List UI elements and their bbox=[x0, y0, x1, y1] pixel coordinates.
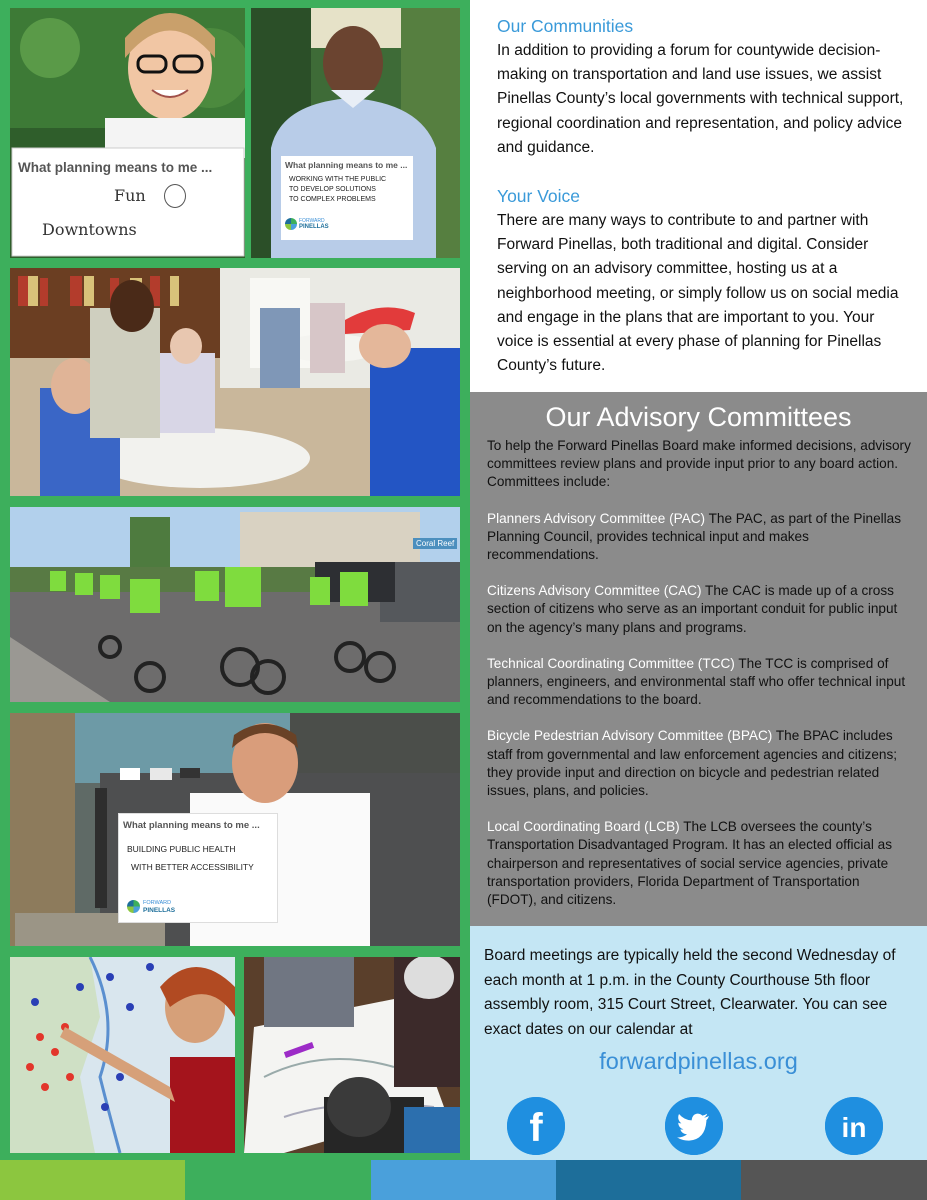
voice-body: There are many ways to contribute to and partner with Forward Pinellas, both traditional and digital. Consider serving on an advisory committee, hosting us at a neighborhood meeting, or simply follow us on social media and engage in the plans that are important to you. Your voice is essential at every phase of planning for Pinellas County’s future. bbox=[497, 212, 899, 375]
advisory-intro: To help the Forward Pinellas Board make informed decisions, advisory committees review plans and provide input prior to any board action. Committees include: bbox=[487, 438, 911, 490]
communities-body: In addition to providing a forum for countywide decision-making on transportation and land use issues, we assist Pinellas County’s local governments with technical support, regional coordination and representation, and policy advice and guidance. bbox=[497, 42, 904, 156]
sidewalk-sign bbox=[118, 813, 278, 923]
advisory-heading: Our Advisory Committees bbox=[545, 402, 852, 432]
man-sign-line1: WORKING WITH THE PUBLIC bbox=[289, 176, 387, 183]
board-meetings-text: Board meetings are typically held the second Wednesday of each month at 1 p.m. in the County Courthouse 5th floor assembly room, 315 Court Street, Clearwater. You can see exact dates on our calendar at bbox=[484, 947, 896, 1038]
board-meetings-panel bbox=[470, 926, 927, 1160]
girl-sign bbox=[12, 148, 244, 256]
committee-pac bbox=[487, 510, 912, 565]
man-sign bbox=[281, 156, 413, 240]
committee-bpac bbox=[487, 727, 912, 800]
sidewalk-sign-logo-line2: PINELLAS bbox=[143, 907, 176, 914]
facebook-glyph: f bbox=[529, 1106, 543, 1150]
girl-sign-line1: Fun bbox=[114, 186, 146, 205]
communities-section bbox=[497, 16, 912, 160]
pinwheel-logo-icon bbox=[127, 900, 140, 913]
girl-sign-heading: What planning means to me ... bbox=[18, 160, 213, 175]
twitter-icon bbox=[665, 1097, 723, 1155]
man-sign-line3: TO COMPLEX PROBLEMS bbox=[289, 196, 376, 203]
linkedin-glyph: in bbox=[841, 1112, 867, 1143]
bike-photo-store-sign: Coral Reef bbox=[413, 538, 457, 549]
voice-heading: Your Voice bbox=[497, 186, 581, 206]
photo-community-meeting bbox=[10, 268, 460, 496]
committee-cac-name: Citizens Advisory Committee (CAC) bbox=[487, 583, 702, 599]
committee-bpac-desc: The BPAC includes staff from governmental and law enforcement agencies and citizens; they provide input and direction on bicycle and pedestrian related issues, plans, and policies. bbox=[487, 728, 898, 799]
voice-section bbox=[497, 186, 912, 378]
man-sign-line2: TO DEVELOP SOLUTIONS bbox=[289, 186, 376, 193]
advisory-committees-panel bbox=[470, 392, 927, 926]
photo-group-bike-ride bbox=[10, 507, 460, 702]
committee-lcb-desc: The LCB oversees the county’s Transportation Disadvantaged Program. It has an elected official as chairperson and representatives of social service agencies, private transportation providers, Florida Department of Transportation (FDOT), and citizens. bbox=[487, 819, 893, 908]
photo-girl-with-sign bbox=[10, 8, 245, 258]
color-bar-segment-1 bbox=[0, 1160, 185, 1200]
sidewalk-sign-line1: BUILDING PUBLIC HEALTH bbox=[127, 844, 236, 854]
color-bar-segment-4 bbox=[556, 1160, 741, 1200]
linkedin-button[interactable] bbox=[825, 1097, 883, 1155]
man-sign-heading: What planning means to me ... bbox=[285, 160, 408, 170]
committee-cac-desc: The CAC is made up of a cross section of citizens who serve as an important conduit for public input on the agency’s many plans and programs. bbox=[487, 583, 898, 635]
committee-cac bbox=[487, 582, 912, 637]
committee-tcc-desc: The TCC is comprised of planners, engineers, and environmental staff who offer technical input and recommendations to the board. bbox=[487, 655, 906, 708]
man-sign-logo-line2: PINELLAS bbox=[299, 224, 329, 230]
man-sign-logo-line1: FORWARD bbox=[299, 218, 325, 224]
committee-lcb-name: Local Coordinating Board (LCB) bbox=[487, 819, 680, 835]
facebook-button[interactable] bbox=[507, 1097, 565, 1155]
pinwheel-logo-icon bbox=[285, 218, 297, 230]
photo-table-map-activity bbox=[244, 957, 460, 1153]
smiley-drawing-icon bbox=[164, 184, 186, 208]
color-bar-segment-2 bbox=[185, 1160, 371, 1200]
committee-lcb bbox=[487, 818, 912, 909]
communities-heading: Our Communities bbox=[497, 16, 634, 36]
committee-tcc-name: Technical Coordinating Committee (TCC) bbox=[487, 655, 735, 671]
committee-pac-name: Planners Advisory Committee (PAC) bbox=[487, 510, 706, 526]
girl-sign-line2: Downtowns bbox=[42, 220, 137, 239]
twitter-button[interactable] bbox=[665, 1097, 723, 1155]
sidewalk-sign-logo-line1: FORWARD bbox=[143, 900, 172, 906]
committee-bpac-name: Bicycle Pedestrian Advisory Committee (BPAC) bbox=[487, 728, 773, 744]
photo-man-on-sidewalk-with-sign bbox=[10, 713, 460, 946]
color-bar-segment-3 bbox=[371, 1160, 556, 1200]
sidewalk-sign-line2: WITH BETTER ACCESSIBILITY bbox=[131, 862, 254, 872]
photo-collage bbox=[0, 0, 470, 1160]
photo-woman-at-map bbox=[10, 957, 235, 1153]
sidewalk-sign-heading: What planning means to me ... bbox=[123, 820, 260, 831]
photo-man-with-sign bbox=[251, 8, 460, 258]
committee-pac-desc: The PAC, as part of the Pinellas Planning Council, provides technical input and makes recommendations. bbox=[487, 510, 902, 563]
committee-tcc bbox=[487, 655, 912, 710]
linkedin-icon bbox=[825, 1097, 883, 1155]
website-link[interactable]: forwardpinellas.org bbox=[599, 1048, 798, 1074]
advisory-body bbox=[487, 437, 912, 927]
color-bar-segment-5 bbox=[741, 1160, 927, 1200]
facebook-icon bbox=[507, 1097, 565, 1155]
